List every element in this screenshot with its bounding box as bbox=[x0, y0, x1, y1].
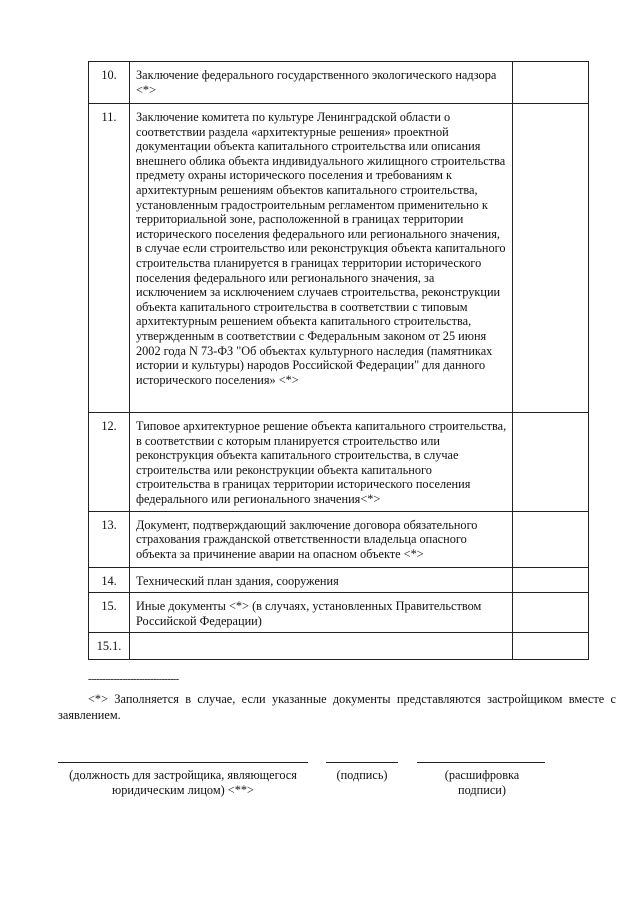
row-number: 10. bbox=[89, 62, 130, 104]
row-text: Документ, подтверждающий заключение договора обязательного страхования гражданской ответственности владельца опасного объекта за причинение аварии на опасном объекте <*> bbox=[130, 511, 513, 567]
row-empty-cell bbox=[513, 567, 589, 593]
row-empty-cell bbox=[513, 633, 589, 660]
row-empty-cell bbox=[513, 62, 589, 104]
row-text: Иные документы <*> (в случаях, установленных Правительством Российской Федерации) bbox=[130, 593, 513, 633]
row-empty-cell bbox=[513, 413, 589, 512]
row-number: 15.1. bbox=[89, 633, 130, 660]
position-label: (должность для застройщика, являющегося юридическим лицом) <**> bbox=[69, 768, 297, 797]
signature-label: (подпись) bbox=[336, 768, 388, 782]
row-text: Технический план здания, сооружения bbox=[130, 567, 513, 593]
row-text: Заключение федерального государственного экологического надзора <*> bbox=[130, 62, 513, 104]
row-empty-cell bbox=[513, 511, 589, 567]
footnote-separator: -------------------------------- bbox=[88, 674, 179, 685]
table-row bbox=[89, 104, 589, 413]
row-text: Заключение комитета по культуре Ленинградской области о соответствии раздела «архитектурные решения» проектной документации объекта капитального строительства или описания внешнего облика объекта индивидуального жилищного строительства предмету охраны исторического поселения и требованиям к архитектурным решениям объектов капитального строительства, установленным градостроительным регламентом применительно к территориальной зоне, расположенной в границах территории исторического поселения федерального или регионального значения, в случае если строительство или реконструкция объекта капитального строительства планируется в границах территории исторического поселения федерального или регионального значения, за исключением за исключением случаев строительства, реконструкции объекта капитального строительства в соответствии с типовым архитектурным решением объекта капитального строительства, утвержденным в соответствии с Федеральным законом от 25 июня 2002 года N 73-ФЗ "Об объектах культурного наследия (памятниках истории и культуры) народов Российской Федерации" для данного исторического поселения» <*> bbox=[130, 104, 513, 413]
row-empty-cell bbox=[513, 593, 589, 633]
table-row bbox=[89, 511, 589, 567]
table-row bbox=[89, 633, 589, 660]
row-text: Типовое архитектурное решение объекта капитального строительства, в соответствии с которым планируется строительство или реконструкция объекта капитального строительства, в случае строительства или реконструкции объекта капитального строительства в границах территории исторического поселения федерального или регионального значения<*> bbox=[130, 413, 513, 512]
documents-table bbox=[88, 61, 589, 660]
table-row bbox=[89, 62, 589, 104]
row-number: 14. bbox=[89, 567, 130, 593]
row-text bbox=[130, 633, 513, 660]
signature-line bbox=[326, 762, 398, 763]
table-row bbox=[89, 593, 589, 633]
row-number: 13. bbox=[89, 511, 130, 567]
position-signature-line bbox=[58, 762, 308, 763]
table-row bbox=[89, 567, 589, 593]
decryption-signature-line bbox=[417, 762, 545, 763]
footnote-text: <*> Заполняется в случае, если указанные документы представляются застройщиком вместе с заявлением. bbox=[58, 692, 616, 722]
row-number: 12. bbox=[89, 413, 130, 512]
row-number: 15. bbox=[89, 593, 130, 633]
row-empty-cell bbox=[513, 104, 589, 413]
table-row bbox=[89, 413, 589, 512]
row-number: 11. bbox=[89, 104, 130, 413]
decryption-label: (расшифровка подписи) bbox=[444, 768, 520, 797]
